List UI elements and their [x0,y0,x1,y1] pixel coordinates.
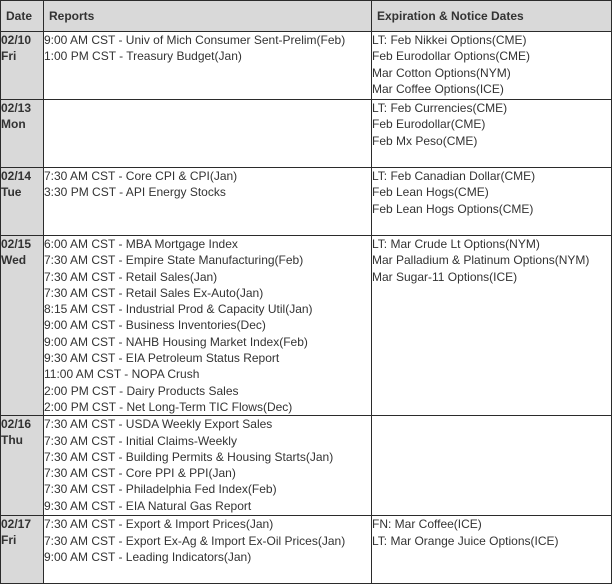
weekday-value: Thu [1,433,23,448]
reports-cell [44,416,372,516]
table-row [1,416,612,516]
date-cell [1,168,44,236]
expiration-item: Feb Mx Peso(CME) [372,133,478,148]
reports-cell [44,100,372,168]
date-cell [1,100,44,168]
expiration-item: Mar Palladium & Platinum Options(NYM) [372,253,590,268]
date-cell [1,236,44,416]
report-item: 7:30 AM CST - Core PPI & PPI(Jan) [44,466,236,481]
table-row [1,100,612,168]
report-item: 7:30 AM CST - Empire State Manufacturing(Feb) [44,253,304,268]
report-item: 7:30 AM CST - Philadelphia Fed Index(Feb) [44,482,277,497]
header-row [1,1,612,32]
expiration-cell [372,416,612,516]
expiration-item: LT: Mar Crude Lt Options(NYM) [372,237,540,251]
report-item: 8:15 AM CST - Industrial Prod & Capacity Util(Jan) [44,302,313,317]
report-item: 9:00 AM CST - Leading Indicators(Jan) [44,549,252,564]
expiration-item: Mar Cotton Options(NYM) [372,65,511,80]
report-item: 11:00 AM CST - NOPA Crush [44,367,200,382]
expiration-item: FN: Mar Coffee(ICE) [372,517,482,532]
report-item: 7:30 AM CST - Export & Import Prices(Jan) [44,517,274,532]
table-row [1,516,612,584]
header-reports: Reports [44,1,372,32]
table-row [1,32,612,100]
report-item: 6:00 AM CST - MBA Mortgage Index [44,237,238,251]
date-cell [1,516,44,584]
expiration-item: Mar Sugar-11 Options(ICE) [372,269,518,284]
expiration-cell [372,100,612,168]
expiration-item: Feb Lean Hogs(CME) [372,185,489,200]
date-cell [1,416,44,516]
date-value: 02/13 [1,101,32,115]
weekday-value: Fri [1,533,17,548]
expiration-item: LT: Feb Nikkei Options(CME) [372,33,527,47]
date-value: 02/14 [1,169,32,183]
table-row [1,168,612,236]
report-item: 9:30 AM CST - EIA Petroleum Status Report [44,351,280,366]
expiration-item: LT: Feb Canadian Dollar(CME) [372,169,536,183]
date-value: 02/16 [1,417,32,432]
calendar-body [1,32,612,584]
report-item: 7:30 AM CST - Building Permits & Housing Starts(Jan) [44,449,334,464]
expiration-item: Mar Coffee Options(ICE) [372,81,504,96]
report-item: 7:30 AM CST - USDA Weekly Export Sales [44,417,273,432]
weekday-value: Tue [1,185,22,199]
expiration-cell [372,236,612,416]
expiration-cell [372,32,612,100]
reports-cell [44,236,372,416]
report-item: 1:00 PM CST - Treasury Budget(Jan) [44,49,242,64]
date-value: 02/10 [1,33,32,47]
reports-cell [44,168,372,236]
expiration-item: Feb Lean Hogs Options(CME) [372,201,534,216]
report-item: 2:00 PM CST - Dairy Products Sales [44,383,239,398]
report-item: 9:00 AM CST - NAHB Housing Market Index(Feb) [44,334,308,349]
report-item: 9:30 AM CST - EIA Natural Gas Report [44,498,252,513]
weekday-value: Fri [1,49,17,63]
report-item: 3:30 PM CST - API Energy Stocks [44,185,226,200]
date-cell [1,32,44,100]
report-item: 7:30 AM CST - Initial Claims-Weekly [44,433,237,448]
expiration-item: LT: Feb Currencies(CME) [372,101,508,115]
date-value: 02/17 [1,517,32,532]
header-date: Date [1,1,44,32]
report-item: 7:30 AM CST - Retail Sales(Jan) [44,269,218,284]
expiration-item: LT: Mar Orange Juice Options(ICE) [372,533,559,548]
weekday-value: Mon [1,117,26,131]
expiration-item: Feb Eurodollar Options(CME) [372,49,531,64]
report-item: 7:30 AM CST - Core CPI & CPI(Jan) [44,169,238,183]
expiration-cell [372,168,612,236]
expiration-cell [372,516,612,584]
report-item: 7:30 AM CST - Retail Sales Ex-Auto(Jan) [44,285,264,300]
report-item: 9:00 AM CST - Univ of Mich Consumer Sent-Prelim(Feb) [44,33,346,47]
report-item: 9:00 AM CST - Business Inventories(Dec) [44,318,266,333]
table-row [1,236,612,416]
date-value: 02/15 [1,237,32,251]
weekday-value: Wed [1,253,27,267]
reports-cell [44,516,372,584]
report-item: 7:30 AM CST - Export Ex-Ag & Import Ex-Oil Prices(Jan) [44,533,346,548]
reports-cell [44,32,372,100]
expiration-item: Feb Eurodollar(CME) [372,117,486,132]
report-item: 2:00 PM CST - Net Long-Term TIC Flows(Dec) [44,399,293,414]
header-expiration: Expiration & Notice Dates [372,1,612,32]
